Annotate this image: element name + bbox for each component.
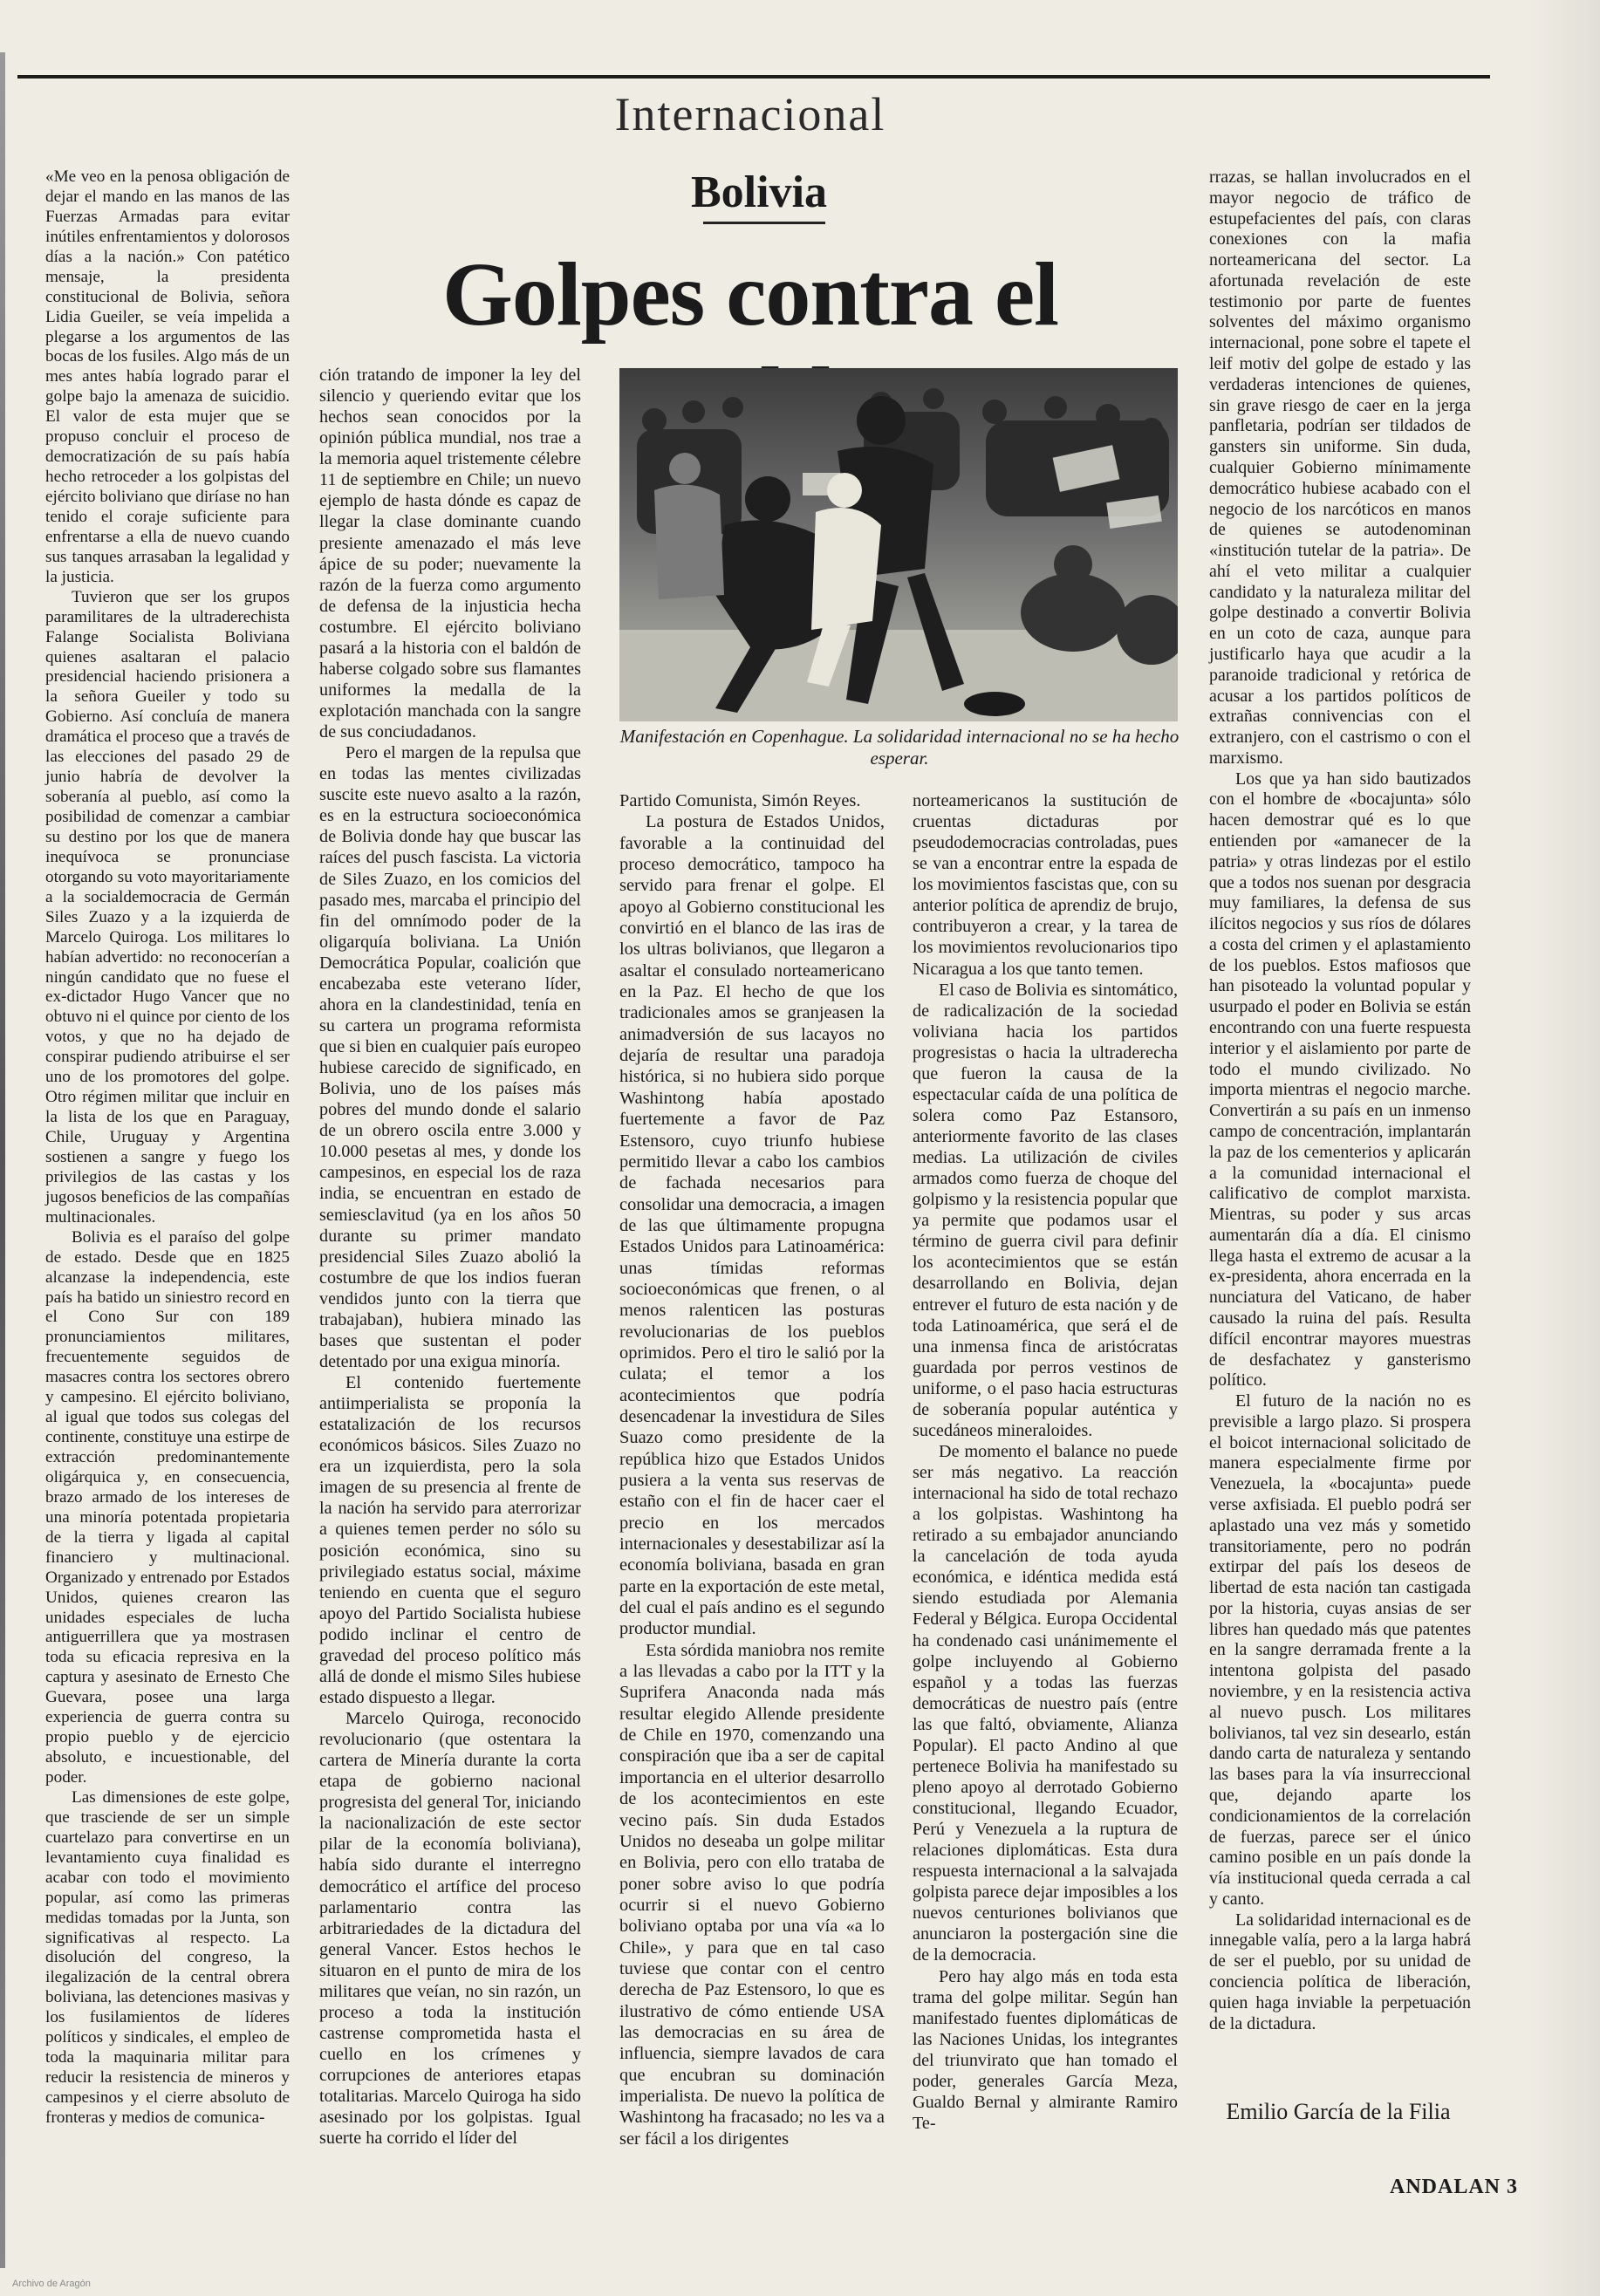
paragraph: Marcelo Quiroga, reconocido revolucionario (que ostentara la cartera de Minería durante la corta etapa de gobierno nacional progresista del general Tor, iniciando la nacionalización de este sector pilar de la economía boliviana), había sido durante el interregno democrático el artífice del proceso parlamentario contra las arbitrariedades de la dictadura del general Vancer. Estos hechos le situaron en el punto de mira de los militares que veían, no sin razón, un proceso a toda la institución castrense comprometida hasta el cuello en los crímenes y corrupciones de anteriores etapas totalitarias. Marcelo Quiroga ha sido asesinado por los golpistas. Igual suerte ha corrido el líder del [319, 1709, 581, 2149]
kicker-underline [703, 222, 825, 224]
article-column-1 [45, 167, 290, 2129]
paragraph: De momento el balance no puede ser más negativo. La reacción internacional ha sido de total rechazo a los golpistas. Washintong ha retirado a su embajador anunciando la cancelación de toda ayuda económica, e idéntica medida está siendo estudiada por Alemania Federal y Bélgica. Europa Occidental ha condenado casi unánimemente el golpe incluyendo al Gobierno español y a todas las fuerzas democráticas de nuestro país (entre las que faltó, obviamente, Alianza Popular). El pacto Andino al que pertenece Bolivia ha manifestado su pleno apoyo al derrotado Gobierno constitucional, llegando Ecuador, Perú y Venezuela a la ruptura de relaciones diplomáticas. Esta dura respuesta internacional a la salvajada golpista parece dejar imposibles a los nuevos centuriones bolivianos que anunciaron la postergación sine die de la democracia. [913, 1441, 1178, 1965]
paragraph: «Me veo en la penosa obligación de dejar el mando en las manos de las Fuerzas Armadas para evitar inútiles enfrentamientos y dolorosos días a la nación.» Con patético mensaje, la presidenta constitucional de Bolivia, señora Lidia Gueiler, se veía impelida a plegarse a los argumentos de las bocas de los fusiles. Algo más de un mes antes había logrado parar el golpe bajo la amenaza de suicidio. El valor de esta mujer que se propuso concluir el proceso de democratización de su país había hecho retroceder a los golpistas del ejército boliviano que diríase no han tenido el coraje suficiente para enfrentarse a ella de nuevo cuando sus tanques arrasaban la legalidad y la justicia. [45, 167, 290, 586]
paragraph: El caso de Bolivia es sintomático, de radicalización de la sociedad voliviana hacia los partidos progresistas o hacia la ultraderecha que fueron la causa de la espectacular caída de una política de solera como Paz Estansoro, anteriormente favorito de las clases medias. La utilización de civiles armados como fuerza de choque del golpismo y la resistencia popular que ya permite que podamos usar el término de guerra civil para definir los acontecimientos que se están desarrollando en Bolivia, dejan entrever el futuro de esta nación y de toda Latinoamérica, que será el de una inmensa finca de aristócratas guardada por perros vestinos de uniforme, o el paso hacia estructuras de soberanía popular auténtica y sucedáneos mineraloides. [913, 980, 1178, 1440]
paragraph: rrazas, se hallan involucrados en el mayor negocio de tráfico de estupefacientes del país, con claras conexiones con la mafia norteamericana del sector. La afortunada revelación de este testimonio por parte de fuentes solventes del máximo organismo internacional, pone sobre el tapete el leif motiv del golpe de estado y las verdaderas intenciones de quienes, sin grave riesgo de caer en la jerga panfletaria, podrían ser tildados de gansters sin uniforme. Sin duda, cualquier Gobierno mínimamente democrático hubiese acabado con el negocio de los narcóticos en manos de quienes se autodenominan «institución tutelar de la patria». De ahí el veto militar a cualquier candidato y la naturaleza militar del golpe destinado a convertir Bolivia en un coto de caza, aunque para justificarlo haya que acudir a la paranoide tradicional y retórica de acusar a los partidos políticos de extrañas connivencias con el extranjero, con el castrismo o con el marxismo. [1209, 167, 1471, 768]
paragraph: Bolivia es el paraíso del golpe de estado. Desde que en 1825 alcanzase la independencia, este país ha batido un siniestro record en el Cono Sur con 189 pronunciamientos militares, frecuentemente seguidos de masacres contra los sectores obrero y campesino. El ejército boliviano, al igual que todos sus colegas del continente, constituye una estirpe de extracción predominantemente oligárquica y, en consecuencia, brazo armado de los intereses de una minoría potentada propietaria de la tierra y ligada al capital financiero y multinacional. Organizado y entrenado por Estados Unidos, quienes crearon las unidades especiales de lucha antiguerrillera que ya mostrasen toda su eficacia represiva en la captura y asesinato de Ernesto Che Guevara, posee una larga experiencia de guerra contra su propio pueblo y de ejercicio absoluto, e incuestionable, del poder. [45, 1227, 290, 1787]
paragraph: La postura de Estados Unidos, favorable a la continuidad del proceso democrático, tampoco ha servido para frenar el golpe. El apoyo al Gobierno constitucional les convirtió en el blanco de las iras de los ultras bolivianos, que llegaron a asaltar el consulado norteamericano en la Paz. El hecho de que los tradicionales amos se granjeasen la animadversión de sus lacayos no dejaría de resultar una paradoja histórica, si no hubiera sido porque Washintong había apostado fuertemente a favor de Paz Estensoro, cuyo triunfo hubiese permitido llevar a cabo los cambios de fachada necesarios para consolidar una democracia, a imagen de las que últimamente propugna Estados Unidos para Latinoamérica: unas tímidas reformas socioeconómicas que frenen, o al menos ralenticen las posturas revolucionarias de los pueblos oprimidos. Pero el tiro le salió por la culata; el temor a los acontecimientos que podría desencadenar la investidura de Siles Suazo como presidente de la república hizo que Estados Unidos pusiera a la venta sus reservas de estaño con el fin de hacer caer el precio en los mercados internacionales y desestabilizar así la economía boliviana, basada en gran parte en la exportación de este metal, del cual el país andino es el segundo productor mundial. [619, 812, 885, 1639]
paragraph: Esta sórdida maniobra nos remite a las llevadas a cabo por la ITT y la Suprifera Anaconda nada más resultar elegido Allende presidente de Chile en 1970, comenzando una conspiración que iba a ser de capital importancia en el ulterior desarrollo de los acontecimientos en este vecino país. Sin duda Estados Unidos no deseaba un golpe militar en Bolivia, pero con ello trataba de poner sobre aviso lo que podría ocurrir si el nuevo Gobierno boliviano optaba por una vía «a lo Chile», y para que en tal caso tuviese que contar con el centro derecha de Paz Estensoro, lo que es ilustrativo de cómo entiende USA las democracias en su área de influencia, siempre lavados de cara que encubran su dominación imperialista. De nuevo la política de Washintong ha fracasado; no les va a ser fácil a los dirigentes [619, 1640, 885, 2149]
kicker-title: Bolivia [690, 167, 828, 217]
paragraph: La solidaridad internacional es de innegable valía, pero a la larga habrá de ser el pueblo, por su unidad de conciencia política de liberación, quien haga inviable la perpetuación de la dictadura. [1209, 1910, 1471, 2033]
paragraph: Pero el margen de la repulsa que en todas las mentes civilizadas suscite este nuevo asalto a la razón, es en la estructura socioeconómica de Bolivia donde hay que buscar las raíces del pusch fascista. La victoria de Siles Zuazo, en los comicios del pasado mes, marcaba el principio del fin del omnímodo poder de la oligarquía boliviana. La Unión Democrática Popular, coalición que encabezaba este veterano líder, ahora en la clandestinidad, tenía en su cartera un programa reformista que si bien en cualquier país europeo hubiese carecido de significado, en Bolivia, uno de los países más pobres del mundo donde el salario de un obrero oscila entre 3.000 y 10.000 pesetas al mes, y donde los campesinos, en especial los de raza india, se encuentran en estado de semiesclavitud (ya en los años 50 durante su primer mandato presidencial Siles Zuazo abolió la costumbre de que los indios fueran vendidos junto con la tierra que trabajaban), hubiera minado las bases que sustentan el poder detentado por una exigua minoría. [319, 743, 581, 1371]
paragraph: Las dimensiones de este golpe, que trasciende de ser un simple cuartelazo para convertirse en un levantamiento cuya finalidad es acabar con todo el movimiento popular, así como las primeras medidas tomadas por la Junta, son significativas al respecto. La disolución del congreso, la ilegalización de la central obrera boliviana, las detenciones masivas y los fusilamientos de líderes políticos y sindicales, el empleo de toda la maquinaria militar para reducir la resistencia de mineros y campesinos y el cierre absoluto de fronteras y medios de comunica- [45, 1787, 290, 2127]
paragraph: Partido Comunista, Simón Reyes. [619, 791, 861, 810]
header-rule [17, 75, 1490, 79]
protest-photo [619, 368, 1178, 721]
article-column-4 [913, 790, 1178, 2134]
paragraph: ción tratando de imponer la ley del silencio y queriendo evitar que los hechos sean conocidos por la opinión pública mundial, nos trae a la memoria aquel tristemente célebre 11 de septiembre en Chile; un nuevo ejemplo de hasta dónde es capaz de llegar la clase dominante cuando presiente amenazado el más leve ápice de su poder; nuevamente la razón de la fuerza como argumento de defensa de la injusticia hecha costumbre. El ejército boliviano pasará a la historia con el baldón de haberse colgado sobre sus flamantes uniformes la medalla de la explotación manchada con la sangre de sus conciudadanos. [319, 366, 581, 742]
paragraph: El contenido fuertemente antiimperialista se proponía la estatalización de los recursos económicos básicos. Siles Zuazo no era un izquierdista, pero la sola imagen de su presencia al frente de la nación ha servido para aterrorizar a quienes temen perder no sólo su posición económica, sino su privilegiado estatus social, máxime teniendo en cuenta que el seguro apoyo del Partido Socialista hubiese podido inclinar el centro de gravedad del proceso político más allá de donde el mismo Siles hubiese estado dispuesto a llegar. [319, 1373, 581, 1707]
photo-caption: Manifestación en Copenhague. La solidaridad internacional no se ha hecho esperar. [619, 726, 1179, 769]
headline: Golpes contra el [441, 244, 1059, 345]
author-byline: Emilio García de la Filia [1226, 2099, 1451, 2124]
article-column-3 [619, 790, 885, 2149]
paragraph: Los que ya han sido bautizados con el hombre de «bocajunta» sólo hacen demostrar qué es lo que entienden por «amanecer de la patria» y otras lindezas por el estilo que a todos nos suenan por desgracia muy familiares, la defensa de sus ilícitos negocios y sus ríos de dólares a costa del crimen y el aplastamiento de los pueblos. Estos mafiosos que han pisoteado la voluntad popular y usurpado el poder en Bolivia se están encontrando con una fuerte respuesta interior y el aislamiento por parte de todo el mundo civilizado. No importa mientras el negocio marche. Convertirán a su país en un inmenso campo de concentración, implantarán la paz de los cementerios y aplicarán a la comunidad internacional el calificativo de complot marxista. Mientras, su poder y sus arcas aumentarán día a día. El cinismo llega hasta el extremo de acusar a la ex-presidenta, ahora encerrada en la nunciatura del Vaticano, de haber causado la ruina del país. Resulta difícil encontrar mayores muestras de desfachatez y gansterismo político. [1209, 769, 1471, 1391]
paragraph: El futuro de la nación no es previsible a largo plazo. Si prospera el boicot internacional solicitado de manera especialmente firme por Venezuela, la «bocajunta» puede verse axfisiada. El pueblo podrá ser aplastado una vez más y sometido transitoriamente, pero no podrán extirpar del país los deseos de libertad de esta nación tan castigada por la historia, cuyas ansias de ser libres han quedado más que patentes en la sangre derramada frente a la intentona golpista del pasado noviembre, y en la resistencia activa al nuevo pusch. Los militares bolivianos, tal vez sin desearlo, están dando carta de naturaleza y sentando las bases para la vía insurreccional que, dejando aparte los condicionamientos de la correlación de fuerzas, parece ser el único camino posible en un país donde la vía institucional queda cerrada a cal y canto. [1209, 1391, 1471, 1909]
section-label: Internacional [614, 88, 886, 140]
paragraph: Tuvieron que ser los grupos paramilitares de la ultraderechista Falange Socialista Boliviana quienes asaltaran el palacio presidencial haciendo prisionera a la señora Gueiler y todo su Gobierno. Así concluía de manera dramática el proceso que a través de las elecciones del pasado 29 de junio habría de devolver la soberanía al pueblo, así como la posibilidad de comenzar a cambiar su destino por los que de manera inequívoca se pronunciase otorgando su voto mayoritariamente a la socialdemocracia de Germán Siles Zuazo y a la izquierda de Marcelo Quiroga. Los militares lo habían advertido: no reconocerían a ningún candidato que no fuese el ex-dictador Hugo Vancer que no obtuvo ni el quince por ciento de los votos, y que no ha dejado de conspirar pudiendo atribuirse el ser uno de los promotores del golpe. Otro régimen militar que incluir en la lista de los que en Paraguay, Chile, Uruguay y Argentina sostienen a sangre y fuego los privilegios de las castas y los jugosos beneficios de las compañías multinacionales. [45, 587, 290, 1227]
paragraph: norteamericanos la sustitución de cruentas dictaduras por pseudodemocracias controladas, pues se van a encontrar entre la espada de los movimientos fascistas que, con su anterior política de aprendiz de brujo, contribuyeron a crear, y la tarea de los movimientos revolucionarios tipo Nicaragua a los que tanto temen. [913, 791, 1178, 979]
article-column-2 [319, 365, 581, 2149]
page-edge-shadow [1530, 0, 1600, 2296]
page-left-edge [0, 52, 5, 2268]
paragraph: Pero hay algo más en toda esta trama del golpe militar. Según han manifestado fuentes diplomáticas de las Naciones Unidas, los integrantes del triunvirato que han tomado el poder, generales García Meza, Gualdo Bernal y almirante Ramiro Te- [913, 1966, 1178, 2133]
article-column-5 [1209, 167, 1471, 2034]
archive-watermark: Archivo de Aragón [12, 2279, 91, 2289]
page-footer: ANDALAN 3 [1390, 2176, 1518, 2198]
protest-photo-image [619, 368, 1178, 721]
